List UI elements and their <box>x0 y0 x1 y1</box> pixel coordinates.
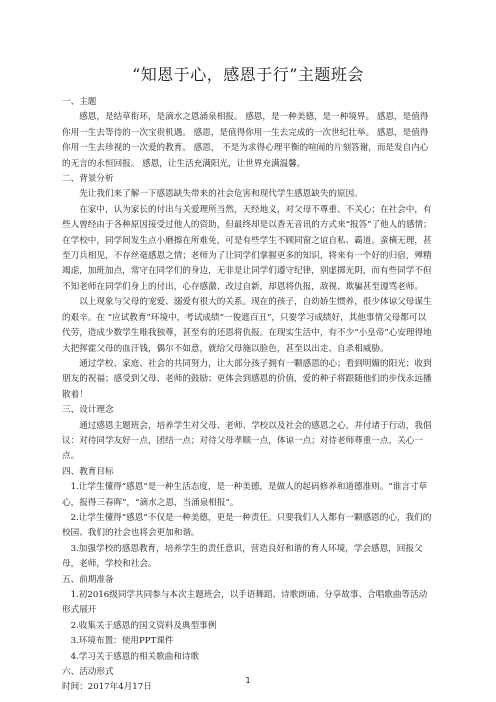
paragraph: 先让我们来了解一下感恩缺失带来的社会危害和现代学生感恩缺失的原因。 <box>79 189 363 200</box>
paragraph: 以上现象与父母的宠爱、溺爱有很大的关系。现在的孩子，自幼娇生惯养，很少体谅父母谋生的艰辛。在 “应试教育”环境中，考试成绩“一俊遮百丑”，只要学习成绩好，其他事情父母都可以代劳，造成少数学生唯我独尊，甚至有的还恩将仇报。在现实生活中，有不少“小皇帝”心安理得地大把挥霍父母的血汗钱，偶尔不如意，就给父母施以脸色，甚至以出走、自杀相威胁。 <box>62 297 432 354</box>
section-heading: 一、主题 <box>62 97 97 107</box>
section-heading: 三、设计理念 <box>62 405 114 416</box>
list-item: 3.环境布置：使用PPT课件 <box>70 636 174 647</box>
list-item: 1.初2016级同学共同参与本次主题班会，以手语舞蹈、诗歌朗诵、分享故事、合唱歌曲等活动形式展开 <box>62 590 428 616</box>
section-heading: 六、活动形式 <box>62 667 114 678</box>
section-heading: 五、前期准备 <box>62 574 114 585</box>
section-heading: 四、教育目标 <box>62 466 114 477</box>
list-item: 2.收集关于感恩的国文资料及典型事例 <box>70 620 217 631</box>
text-line: 时间：2017年4月17日 <box>62 682 152 693</box>
page-number: 1 <box>245 676 251 685</box>
list-item: 3.加强学校的感恩教育，培养学生的责任意识，营造良好和谐的育人环境，学会感恩，回报父母，老师，学校和社会。 <box>62 543 423 570</box>
document-body <box>62 95 434 696</box>
paragraph: 感恩，是结草衔环，是滴水之恩涌泉相报。 感恩，是一种美德，是一种境界。 感恩，是值得你用一生去等待的一次宝贵机遇。 感恩，是值得你用一生去完成的一次世纪壮举。 感恩，是值得你用一生去珍视的一次爱的教育。 感恩， 不是为求得心理平衡的喧闹的片刻答谢，而是发自内心的无言的永恒回报。 感恩，让生活充满阳光，让世界充满温馨。 <box>62 112 429 169</box>
section-heading: 二、背景分析 <box>62 174 114 185</box>
paragraph: 通过学校、家庭、社会的共同努力，让大部分孩子拥有一颗感恩的心；看到明媚的阳光；收到朋友的祝福；感受到父母、老师的鼓励；更体会到感恩的价值，爱的种子将跟随他们的步伐永远播散着！ <box>62 358 432 400</box>
list-item: 1.让学生懂得“感恩”是一种生活态度，是一种美德，是做人的起码修养和道德准则。“谁言寸草心，报得三春晖”，“滴水之恩，当涌泉相报”。 <box>62 482 428 508</box>
list-item: 4.学习关于感恩的相关歌曲和诗歌 <box>70 651 200 662</box>
paragraph: 通过感恩主题班会，培养学生对父母、老师、学校以及社会的感恩之心，并付诸于行动，我倡议：对待同学友好一点，团结一点；对待父母孝顺一点，体谅一点；对待老师尊重一点，关心一点。 <box>62 420 432 462</box>
paragraph: 在家中，认为家长的付出与关爱理所当然，天经地义，对父母不尊重、不关心；在社会中，有些人曾经由于各种原因接受过他人的资助，但最终却是以香无音讯的方式来“报答”了他人的感情；在学校中，同学间发生点小磨擦在所难免，可是有些学生不顾同窗之谊自私、霸道、蛮横无理，甚至刀兵相见，不存丝毫感恩之情；老师为了让同学们掌握更多的知识，将来有一个好的归宿，殚精竭虑，加班加点，常守在同学们的身边，无非是让同学们遵守纪律，别虚掷光阴，而有些同学不但不知老师在同学们身上的付出，心存感激、改过自新，却恩将仇报，敌视、欺骗甚至谩骂老师。 <box>62 204 432 292</box>
document-title: “知恩于心，感恩于行”主题班会 <box>132 65 364 84</box>
list-item: 2.让学生懂得“感恩”不仅是一种美德，更是一种责任。只要我们人人都有一颗感恩的心，我们的校园、我们的社会也将会更加和谐。 <box>62 512 432 539</box>
